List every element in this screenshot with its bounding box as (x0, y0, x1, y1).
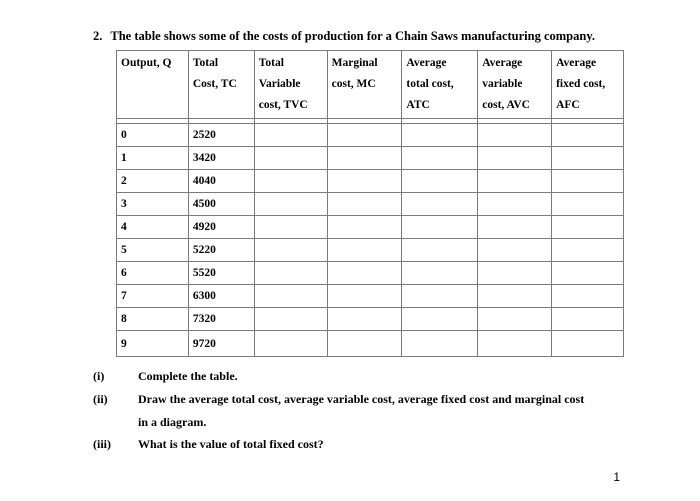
table-row (117, 331, 624, 357)
table-cell (552, 239, 624, 262)
table-cell (478, 239, 552, 262)
header-output: Output, Q (117, 51, 189, 119)
table-body (117, 119, 624, 357)
table-cell: 4500 (188, 193, 254, 216)
table-row (117, 239, 624, 262)
table-cell (552, 262, 624, 285)
table-cell: 9 (117, 331, 189, 357)
table-cell (254, 193, 327, 216)
table-cell (402, 193, 478, 216)
subquestion-text: in a diagram. (138, 415, 207, 429)
table-cell (478, 262, 552, 285)
table-row (117, 262, 624, 285)
subquestion-label: (i) (93, 369, 105, 383)
table-cell (254, 147, 327, 170)
header-marginal-cost: Marginal cost, MC (327, 51, 402, 119)
table-cell (402, 216, 478, 239)
table-row (117, 285, 624, 308)
table-row (117, 308, 624, 331)
table-cell (327, 124, 402, 147)
table-row (117, 216, 624, 239)
table-cell: 8 (117, 308, 189, 331)
table-cell: 7 (117, 285, 189, 308)
table-cell: 6300 (188, 285, 254, 308)
table-row (117, 147, 624, 170)
table-cell (327, 170, 402, 193)
table-cell (402, 239, 478, 262)
table-cell (327, 239, 402, 262)
header-average-total-cost: Average total cost, ATC (402, 51, 478, 119)
subquestion-text: Draw the average total cost, average variable cost, average fixed cost and marginal cost (138, 392, 585, 406)
table-cell (478, 285, 552, 308)
table-cell (254, 216, 327, 239)
table-cell (402, 262, 478, 285)
table-cell (478, 331, 552, 357)
table-cell (478, 124, 552, 147)
question-number: 2. (93, 29, 103, 43)
table-cell (254, 124, 327, 147)
table-cell (402, 285, 478, 308)
table-cell: 0 (117, 124, 189, 147)
table-cell (327, 331, 402, 357)
table-cell (552, 124, 624, 147)
table-cell: 9720 (188, 331, 254, 357)
table-cell (327, 285, 402, 308)
table-cell (402, 170, 478, 193)
page-number: 1 (613, 470, 620, 484)
header-total-variable-cost: Total Variable cost, TVC (254, 51, 327, 119)
table-cell: 5 (117, 239, 189, 262)
question-title (93, 29, 595, 44)
table-cell (402, 308, 478, 331)
table-cell: 4040 (188, 170, 254, 193)
table-cell: 3 (117, 193, 189, 216)
header-average-variable-cost: Average variable cost, AVC (478, 51, 552, 119)
table-cell (254, 285, 327, 308)
table-cell (552, 308, 624, 331)
question-text: The table shows some of the costs of production for a Chain Saws manufacturing company. (110, 29, 596, 43)
table-cell: 7320 (188, 308, 254, 331)
table-cell (478, 216, 552, 239)
header-total-cost: Total Cost, TC (188, 51, 254, 119)
table-cell (327, 147, 402, 170)
table-header-row (117, 51, 624, 119)
table-cell (254, 308, 327, 331)
table-cell: 4 (117, 216, 189, 239)
table-cell (552, 285, 624, 308)
table-cell (478, 170, 552, 193)
table-cell (254, 239, 327, 262)
table-cell (552, 216, 624, 239)
table-cell (478, 147, 552, 170)
table-cell (254, 331, 327, 357)
table-cell (254, 262, 327, 285)
table-cell (552, 147, 624, 170)
header-average-fixed-cost: Average fixed cost, AFC (552, 51, 624, 119)
table-cell: 4920 (188, 216, 254, 239)
table-cell: 6 (117, 262, 189, 285)
table-cell (327, 216, 402, 239)
subquestion-text: Complete the table. (138, 369, 238, 383)
table-row (117, 124, 624, 147)
table-cell: 2520 (188, 124, 254, 147)
table-cell (478, 308, 552, 331)
table-cell (327, 308, 402, 331)
table-cell (254, 170, 327, 193)
table-cell (402, 124, 478, 147)
table-row (117, 170, 624, 193)
table-cell (327, 193, 402, 216)
table-cell (402, 147, 478, 170)
table-cell (478, 193, 552, 216)
table-cell: 1 (117, 147, 189, 170)
table-cell: 5220 (188, 239, 254, 262)
table-cell (402, 331, 478, 357)
subquestion-label: (ii) (93, 392, 108, 406)
table-cell (552, 193, 624, 216)
subquestion-text: What is the value of total fixed cost? (138, 437, 324, 451)
cost-table (116, 50, 624, 357)
subquestion-label: (iii) (93, 437, 111, 451)
table-cell (327, 262, 402, 285)
table-cell: 3420 (188, 147, 254, 170)
table-row (117, 193, 624, 216)
table-cell: 5520 (188, 262, 254, 285)
table-cell (552, 170, 624, 193)
table-cell: 2 (117, 170, 189, 193)
table-cell (552, 331, 624, 357)
